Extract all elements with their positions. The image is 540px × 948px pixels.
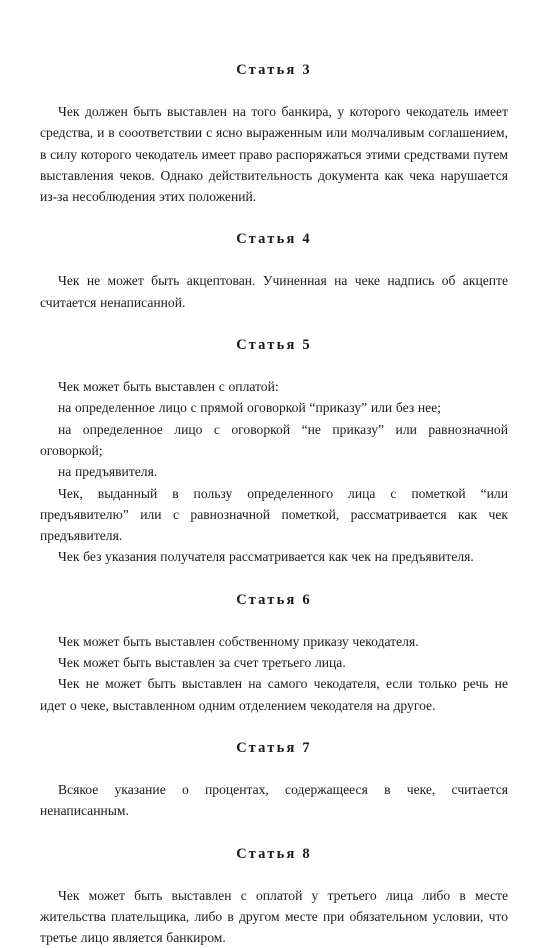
article-8 bbox=[40, 844, 508, 948]
article-heading: Статья 6 bbox=[236, 591, 312, 608]
article-paragraph: на предъявителя. bbox=[58, 464, 158, 480]
article-heading: Статья 4 bbox=[236, 231, 312, 248]
article-5 bbox=[40, 335, 508, 568]
article-paragraph: Чек может быть выставлен с оплатой: bbox=[58, 379, 279, 395]
article-paragraph: Чек не может быть выставлен на самого чекодателя, если только речь не идет о чеке, выставленном одним отделением чекодателя на другое. bbox=[40, 676, 508, 713]
article-4 bbox=[40, 229, 508, 313]
document-page bbox=[40, 60, 508, 948]
article-heading: Статья 8 bbox=[236, 845, 312, 862]
article-7 bbox=[40, 738, 508, 822]
article-paragraph: Чек не может быть акцептован. Учиненная на чеке надпись об акцепте считается ненаписанной. bbox=[40, 273, 508, 310]
article-paragraph: Всякое указание о процентах, содержащееся в чеке, считается ненаписанным. bbox=[40, 781, 508, 819]
section-spacer bbox=[40, 568, 508, 590]
article-heading: Статья 7 bbox=[236, 739, 312, 756]
article-paragraph: Чек может быть выставлен за счет третьего лица. bbox=[58, 655, 346, 671]
article-paragraph: Чек без указания получателя рассматривается как чек на предъявителя. bbox=[58, 549, 474, 565]
section-spacer bbox=[40, 207, 508, 229]
article-paragraph: на определенное лицо с прямой оговоркой “приказу” или без нее; bbox=[58, 400, 442, 416]
article-6 bbox=[40, 590, 508, 716]
section-spacer bbox=[40, 822, 508, 844]
article-paragraph: на определенное лицо с оговоркой “не приказу” или равнозначной оговоркой; bbox=[40, 421, 508, 458]
article-paragraph: Чек должен быть выставлен на того банкира, у которого чекодатель имеет средства, и в сооответствии с ясно выраженным или молчаливым соглашением, в силу которого чекодатель имеет право распоряжаться этими средствами путем выставления чеков. Однако действительность документа как чека нарушается из-за несоблюдения этих положений. bbox=[40, 104, 508, 205]
section-spacer bbox=[40, 313, 508, 335]
article-paragraph: Чек, выданный в пользу определенного лица с пометкой “или предъявителю” или с равнозначной пометкой, рассматривается как чек предъявителя. bbox=[40, 485, 508, 544]
section-spacer bbox=[40, 716, 508, 738]
article-paragraph: Чек может быть выставлен с оплатой у третьего лица либо в месте жительства плательщика, либо в другом месте при обязательном условии, что третье лицо является банкиром. bbox=[40, 887, 508, 946]
article-paragraph: Чек может быть выставлен собственному приказу чекодателя. bbox=[58, 633, 419, 649]
article-heading: Статья 5 bbox=[236, 337, 312, 354]
article-3 bbox=[40, 60, 508, 207]
article-heading: Статья 3 bbox=[236, 62, 312, 78]
